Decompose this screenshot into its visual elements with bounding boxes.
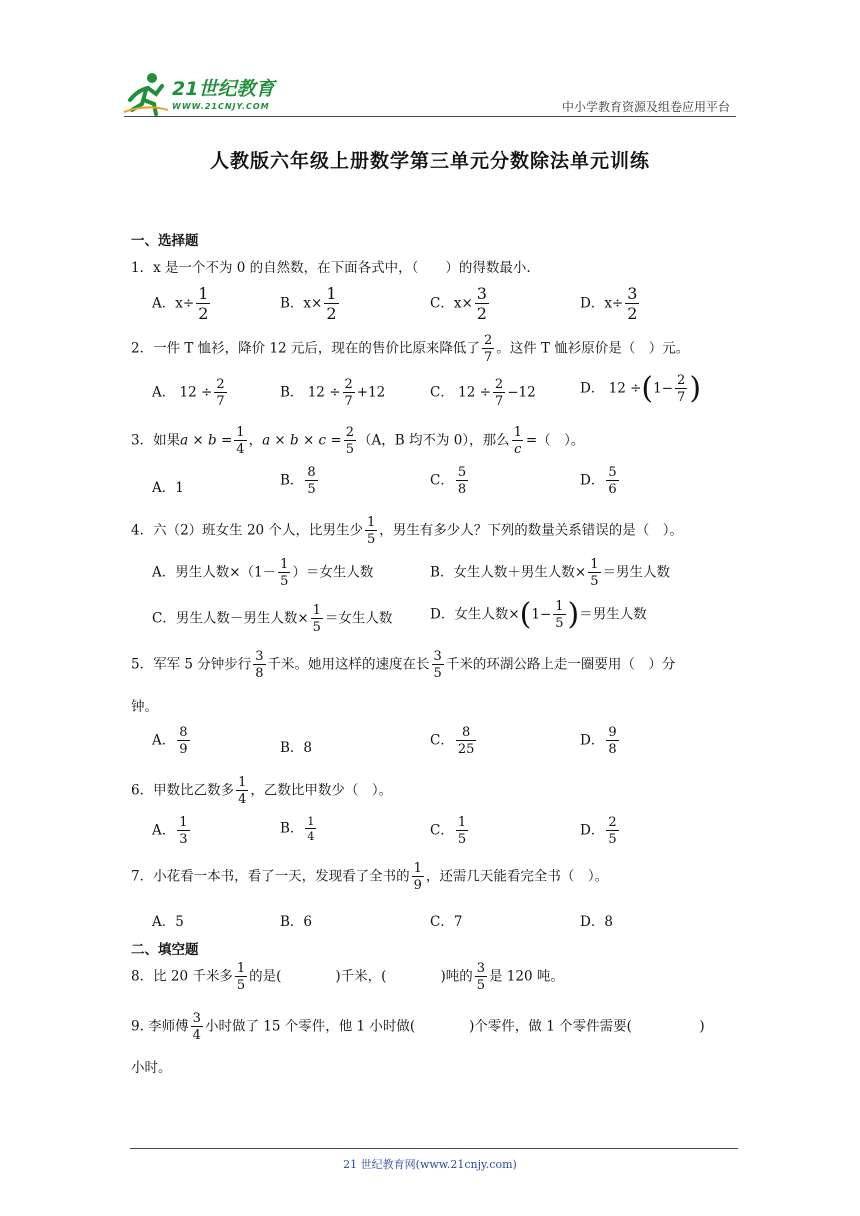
runner-logo-icon [122, 70, 170, 116]
fraction: $\frac{2}{7}$ [483, 333, 493, 365]
fraction: $\frac{2}{5}$ [608, 815, 617, 847]
q4-option-b: B．女生人数＋男生人数× $\frac{1}{5}$ ＝男生人数 [430, 557, 671, 589]
fraction: $\frac{9}{8}$ [608, 725, 617, 757]
platform-name: 中小学教育资源及组卷应用平台 [561, 100, 730, 114]
q2-option-d: D． 12 ÷(1− $\frac{2}{7}$ ) [580, 371, 702, 406]
q6-option-a: A． $\frac{1}{3}$ [152, 815, 188, 847]
question-4: 4．六（2）班女生 20 个人，比男生少 $\frac{1}{5}$ ，男生有多少人？下列的数量关系错误的是（ ）。 [131, 515, 683, 547]
q3-option-d: D． $\frac{5}{6}$ [580, 465, 617, 497]
fraction: $\frac{1}{5}$ [590, 557, 599, 589]
question-9-line2: 小时。 [131, 1060, 172, 1076]
page-title: 人教版六年级上册数学第三单元分数除法单元训练 [209, 150, 650, 172]
q3-option-a: A．1 [152, 480, 184, 496]
fraction: $\frac{2}{5}$ [345, 425, 354, 457]
q1-option-a [152, 286, 212, 322]
q4-option-d: D．女生人数×(1− $\frac{1}{5}$ )＝男生人数 [430, 597, 647, 632]
fraction: $\frac{1}{2}$ [198, 284, 209, 323]
question-5-line2: 钟。 [131, 699, 158, 715]
fraction: $\frac{1}{5}$ [280, 557, 289, 589]
q1-option-d [580, 286, 641, 322]
q7-option-a: A．5 [152, 914, 184, 930]
fraction: $\frac{3}{5}$ [433, 649, 442, 681]
fraction: $\frac{1}{5}$ [366, 515, 376, 547]
fraction: $\frac{5}{6}$ [608, 465, 617, 497]
fraction: $\frac{3}{8}$ [255, 649, 264, 681]
fraction: $\frac{1}{4}$ [236, 425, 245, 457]
fraction: $\frac{1}{3}$ [179, 815, 188, 847]
fraction: $\frac{5}{8}$ [457, 465, 467, 497]
q3-option-c: C． $\frac{5}{8}$ [430, 465, 467, 497]
fraction: $\frac{2}{7}$ [216, 377, 225, 409]
question-6: 6．甲数比乙数多 $\frac{1}{4}$ ，乙数比甲数少（ ）。 [131, 775, 393, 807]
option-label: B．x× [280, 295, 323, 312]
fraction: $\frac{1}{c}$ [513, 425, 522, 457]
logo [122, 70, 292, 118]
q4-option-c: C．男生人数－男生人数× $\frac{1}{5}$ ＝女生人数 [152, 603, 393, 635]
fraction: $\frac{1}{5}$ [555, 599, 564, 631]
option-label: C．x× [430, 295, 473, 312]
q5-option-d: D． $\frac{9}{8}$ [580, 725, 617, 757]
fraction: $\frac{3}{2}$ [627, 284, 638, 323]
section-choice-heading: 一、选择题 [131, 233, 199, 249]
footer-link[interactable]: 21 世纪教育网(www.21cnjy.com) [343, 1158, 517, 1171]
q7-option-c: C．7 [430, 914, 463, 930]
fraction: $\frac{1}{5}$ [236, 961, 246, 993]
footer-divider [130, 1148, 738, 1149]
fraction: $\frac{8}{9}$ [179, 725, 188, 757]
q6-option-d: D． $\frac{2}{5}$ [580, 815, 617, 847]
fraction: $\frac{8}{25}$ [457, 725, 475, 757]
fraction: $\frac{3}{4}$ [192, 1011, 201, 1043]
fraction: $\frac{2}{7}$ [677, 373, 686, 405]
question-2: 2．一件 T 恤衫，降价 12 元后，现在的售价比原来降低了 $\frac{2}{7}$ 。这件 T 恤衫原价是（ ）元。 [131, 333, 690, 365]
fraction: $\frac{3}{5}$ [476, 961, 485, 993]
logo-text: 21世纪教育 [172, 78, 275, 100]
question-5: 5．军军 5 分钟步行 $\frac{3}{8}$ 千米。她用这样的速度在长 $\frac{3}{5}$ 千米的环湖公路上走一圈要用（ ）分 [131, 649, 676, 681]
q6-option-c: C． $\frac{1}{5}$ [430, 815, 467, 847]
option-label: D．x÷ [580, 295, 624, 312]
option-label: A．x÷ [152, 295, 195, 312]
question-8: 8．比 20 千米多 $\frac{1}{5}$ 的是( )千米，( )吨的 $\frac{3}{5}$ 是 120 吨。 [131, 961, 564, 993]
q7-option-d: D．8 [580, 914, 613, 930]
q7-option-b: B．6 [280, 914, 313, 930]
q6-option-b: B． $\frac{1}{4}$ [280, 815, 315, 843]
q2-option-a: A． 12 ÷ $\frac{2}{7}$ [152, 377, 225, 409]
fraction: $\frac{8}{5}$ [307, 465, 316, 497]
logo-url: WWW.21CNJY.COM [172, 102, 270, 111]
q3-option-b: B． $\frac{8}{5}$ [280, 465, 316, 497]
q1-option-c [430, 286, 491, 322]
fraction: $\frac{1}{9}$ [413, 861, 422, 893]
section-fill-heading: 二、填空题 [131, 942, 199, 958]
fraction: $\frac{2}{7}$ [494, 377, 504, 409]
fraction: $\frac{1}{2}$ [326, 284, 337, 323]
q5-option-b: B．8 [280, 740, 313, 756]
fraction: $\frac{1}{4}$ [307, 815, 315, 843]
question-1: 1．x 是一个不为 0 的自然数，在下面各式中，（ ）的得数最小. [131, 260, 531, 276]
question-7: 7．小花看一本书，看了一天，发现看了全书的 $\frac{1}{9}$ ，还需几天能看完全书（ ）。 [131, 861, 609, 893]
q2-option-c: C． 12 ÷ $\frac{2}{7}$ −12 [430, 377, 536, 409]
question-9: 9. 李师傅 $\frac{3}{4}$ 小时做了 15 个零件，他 1 小时做( )个零件，做 1 个零件需要( ) [131, 1011, 705, 1043]
q4-option-a: A．男生人数×（1－ $\frac{1}{5}$ ）＝女生人数 [152, 557, 374, 589]
q1-option-b [280, 286, 341, 322]
fraction: $\frac{2}{7}$ [344, 377, 353, 409]
fraction: $\frac{3}{2}$ [476, 284, 487, 323]
header-divider [124, 116, 736, 117]
question-3: 3．如果a × b = $\frac{1}{4}$ ，a × b × c = $\frac{2}{5}$ （A，B 均不为 0），那么 $\frac{1}{c}$ =（ ）。 [131, 425, 585, 457]
q2-option-b: B． 12 ÷ $\frac{2}{7}$ +12 [280, 377, 386, 409]
fraction: $\frac{1}{4}$ [238, 775, 247, 807]
q5-option-a: A． $\frac{8}{9}$ [152, 725, 188, 757]
fraction: $\frac{1}{5}$ [312, 603, 321, 635]
fraction: $\frac{1}{5}$ [457, 815, 467, 847]
q5-option-c: C． $\frac{8}{25}$ [430, 725, 475, 757]
